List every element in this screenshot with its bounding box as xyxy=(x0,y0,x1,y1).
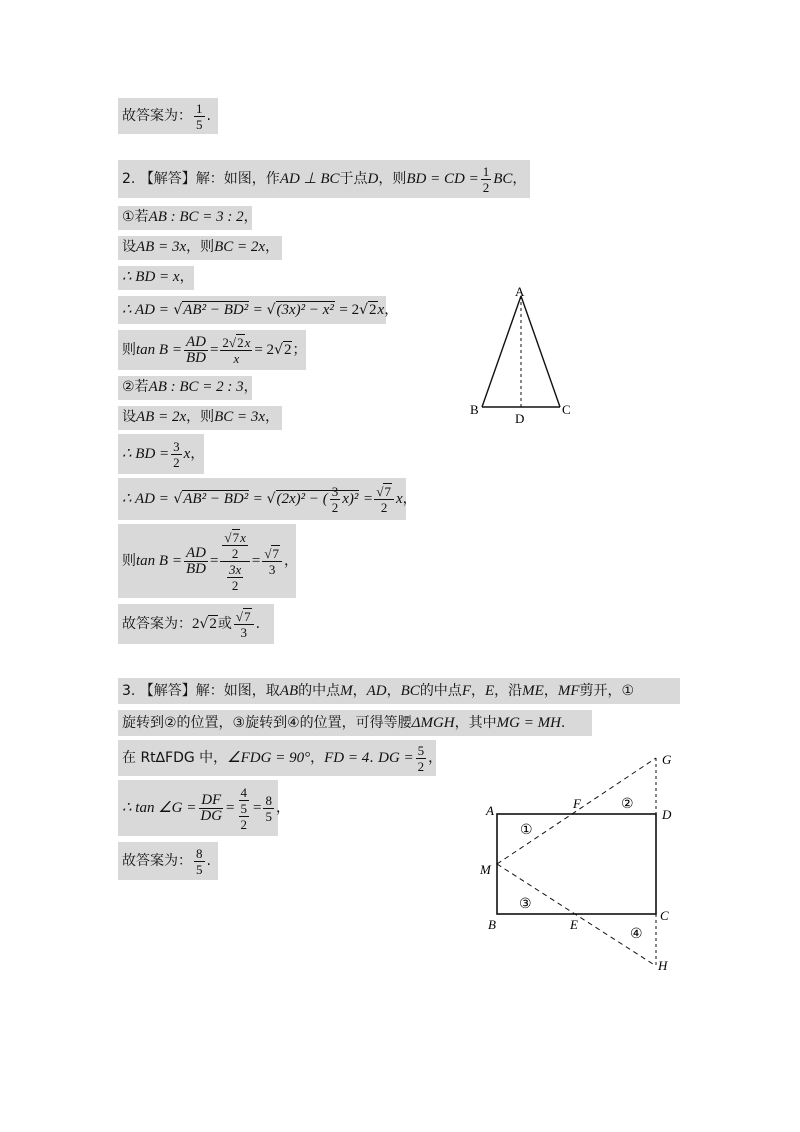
label-B: B xyxy=(488,917,496,932)
solution-3-line-1: 3. 【解答】解：如图，取AB的中点M，AD，BC的中点F，E，沿ME，MF剪开，① xyxy=(118,678,680,704)
case-2-let: 设AB = 2x，则BC = 3x， xyxy=(118,406,282,430)
region-3: ③ xyxy=(519,897,532,912)
case-1-tan: 则tan B = $\frac{AD}{BD}$ = $\frac{2√2x}{x}$ = 2√2； xyxy=(118,330,306,370)
case-2-bd: ∴ BD = $\frac{3}{2}$ x， xyxy=(118,434,204,474)
case-2-condition: ②若AB : BC = 2 : 3， xyxy=(118,376,252,400)
label-M: M xyxy=(480,862,491,877)
case-1-bd: ∴ BD = x， xyxy=(118,266,194,290)
label-C: C xyxy=(562,402,571,417)
solution-2-heading: 2. 【解答】解：如图，作AD ⊥ BC于点D，则BD = CD = $\frac{1}{2}$ BC， xyxy=(118,160,530,198)
label-D: D xyxy=(662,807,672,822)
solution-3-line-3: 在 Rt∆FDG 中，∠FDG = 90°，FD = 4. DG = $\frac{5}{2}$ ， xyxy=(118,740,436,776)
answer-1: 故答案为： $\frac{1}{5}$ . xyxy=(118,98,218,134)
label-G: G xyxy=(662,752,672,767)
label-F: F xyxy=(573,796,581,811)
rectangle-dissection-figure xyxy=(476,748,686,978)
region-2: ② xyxy=(621,797,634,812)
answer-2: 故答案为：2√2或 $\frac{√7}{3}$ . xyxy=(118,604,274,644)
label-B: B xyxy=(470,402,479,417)
triangle-figure xyxy=(466,282,586,428)
region-1: ① xyxy=(520,823,533,838)
solution-3-line-2: 旋转到②的位置，③旋转到④的位置，可得等腰ΔMGH，其中MG = MH. xyxy=(118,710,592,736)
label-A: A xyxy=(515,284,525,299)
case-1-ad: ∴ AD = √AB² − BD² = √(3x)² − x² = 2√2x， xyxy=(118,296,386,324)
answer-3: 故答案为： $\frac{8}{5}$ . xyxy=(118,842,218,880)
region-4: ④ xyxy=(630,927,643,942)
label-E: E xyxy=(570,917,578,932)
label-A: A xyxy=(486,803,494,818)
label-D: D xyxy=(515,411,525,426)
label-H: H xyxy=(658,958,668,973)
case-2-tan: 则tan B = $\frac{AD}{BD}$ = $\frac{\frac{√7x}{2}}{\frac{3x}{2}}$ = $\frac{√7}{3}$ ， xyxy=(118,524,296,598)
case-1-let: 设AB = 3x，则BC = 2x， xyxy=(118,236,282,260)
case-2-ad: ∴ AD = √AB² − BD² = √(2x)² − ( $\frac{3}{2}$ x)² = $\frac{√7}{2}$ x， xyxy=(118,478,406,520)
case-1-condition: ①若AB : BC = 3 : 2， xyxy=(118,206,252,230)
label-C: C xyxy=(660,908,669,923)
solution-3-tan: ∴ tan ∠G = $\frac{DF}{DG}$ = $\frac{4}{\frac{5}{2}}$ = $\frac{8}{5}$ ， xyxy=(118,780,278,836)
